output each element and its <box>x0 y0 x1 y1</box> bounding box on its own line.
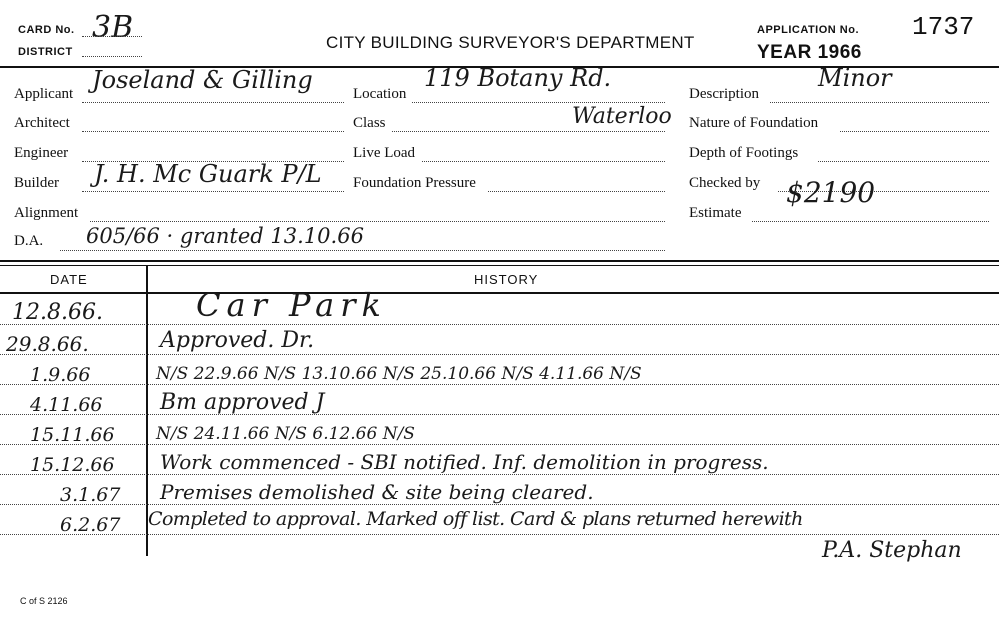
history-entry: N/S 22.9.66 N/S 13.10.66 N/S 25.10.66 N/S 4.11.66 N/S <box>156 364 642 384</box>
alignment-label: Alignment <box>14 205 79 221</box>
history-column-header: HISTORY <box>474 272 539 287</box>
row-line <box>0 534 999 535</box>
district-line <box>82 56 142 57</box>
live-load-line <box>422 161 665 162</box>
history-entry: N/S 24.11.66 N/S 6.12.66 N/S <box>156 424 415 444</box>
applicant-label: Applicant <box>14 86 74 102</box>
location-value-1: 119 Botany Rd. <box>424 64 612 92</box>
history-entry: Completed to approval. Marked off list. Card & plans returned herewith <box>148 508 803 530</box>
history-date: 1.9.66 <box>30 364 91 386</box>
location-label: Location <box>353 86 407 102</box>
da-line <box>60 250 665 251</box>
live-load-label: Live Load <box>353 145 416 161</box>
applicant-value: Joseland & Gilling <box>92 66 313 94</box>
card-no-line <box>82 36 142 37</box>
card-no-label: CARD No. <box>18 24 75 36</box>
history-date: 29.8.66. <box>6 332 89 356</box>
row-line <box>0 414 999 415</box>
nature-of-foundation-line <box>840 131 989 132</box>
history-entry: Car Park <box>196 286 387 324</box>
da-label: D.A. <box>14 233 44 249</box>
history-entry: Bm approved J <box>160 390 325 415</box>
checked-by-label: Checked by <box>689 175 761 191</box>
da-value: 605/66 · granted 13.10.66 <box>86 224 364 248</box>
card-no-value: 3B <box>92 10 134 45</box>
description-value: Minor <box>818 64 892 92</box>
date-column-header: DATE <box>50 272 88 287</box>
year-label: YEAR 1966 <box>757 42 862 63</box>
history-entry: Approved. Dr. <box>160 328 315 353</box>
row-line <box>0 324 999 325</box>
table-top-rule-2 <box>0 265 999 266</box>
application-no-value: 1737 <box>912 12 975 42</box>
applicant-line <box>82 102 344 103</box>
row-line <box>0 504 999 505</box>
history-date: 3.1.67 <box>60 484 121 506</box>
history-date: 4.11.66 <box>30 394 103 416</box>
row-line <box>0 384 999 385</box>
application-no-label: APPLICATION No. <box>757 24 860 36</box>
column-header-rule <box>0 292 999 294</box>
district-label: DISTRICT <box>18 46 73 58</box>
engineer-label: Engineer <box>14 145 69 161</box>
row-line <box>0 444 999 445</box>
architect-line <box>82 131 344 132</box>
signature: P.A. Stephan <box>822 538 962 563</box>
department-title: CITY BUILDING SURVEYOR'S DEPARTMENT <box>326 33 695 52</box>
history-entry: Premises demolished & site being cleared. <box>160 480 594 504</box>
depth-of-footings-line <box>818 161 989 162</box>
alignment-line <box>90 221 665 222</box>
location-line <box>412 102 665 103</box>
table-top-rule <box>0 260 999 262</box>
foundation-pressure-label: Foundation Pressure <box>353 175 476 191</box>
class-label: Class <box>353 115 386 131</box>
description-label: Description <box>689 86 759 102</box>
estimate-line <box>752 221 989 222</box>
foundation-pressure-line <box>488 191 665 192</box>
estimate-label: Estimate <box>689 205 742 221</box>
builder-label: Builder <box>14 175 59 191</box>
builder-line <box>82 191 344 192</box>
nature-of-foundation-label: Nature of Foundation <box>689 115 819 131</box>
history-date: 15.12.66 <box>30 454 115 476</box>
depth-of-footings-label: Depth of Footings <box>689 145 799 161</box>
history-date: 6.2.67 <box>60 514 121 536</box>
history-entry: Work commenced - SBI notified. Inf. demolition in progress. <box>160 450 769 474</box>
form-code: C of S 2126 <box>20 596 68 606</box>
row-line <box>0 474 999 475</box>
location-value-2: Waterloo <box>572 104 672 129</box>
row-line <box>0 354 999 355</box>
builder-value: J. H. Mc Guark P/L <box>94 160 322 188</box>
class-line <box>392 131 665 132</box>
architect-label: Architect <box>14 115 70 131</box>
history-date: 15.11.66 <box>30 424 115 446</box>
estimate-value: $2190 <box>786 176 876 209</box>
description-line <box>770 102 989 103</box>
history-date: 12.8.66. <box>12 300 103 325</box>
